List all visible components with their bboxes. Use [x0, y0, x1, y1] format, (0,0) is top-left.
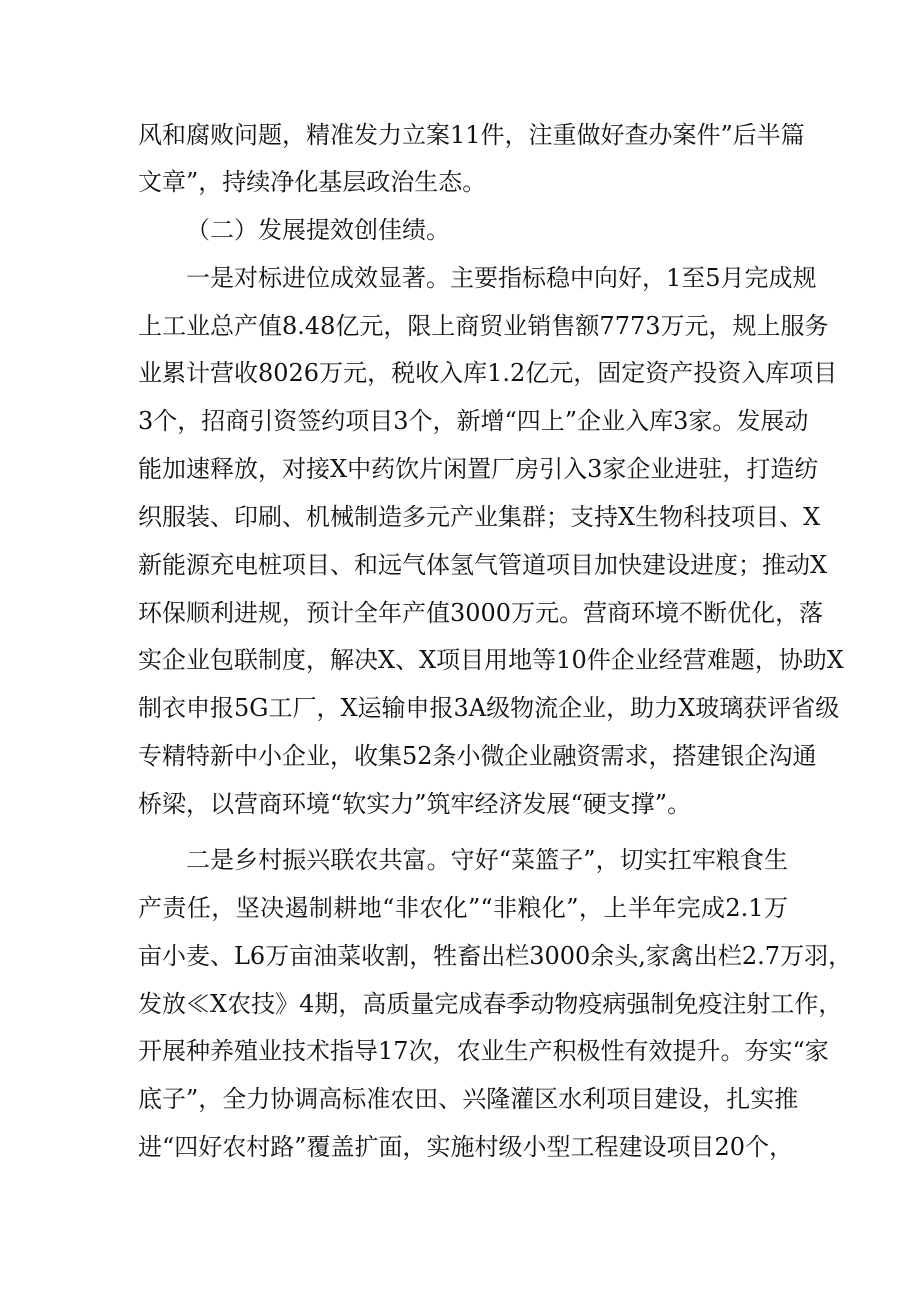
- text-line: 3个，招商引资签约项目3个，新增“四上”企业入库3家。发展动: [138, 407, 809, 435]
- text-line: 制衣申报5G工厂，X运输申报3A级物流企业，助力X玻璃获评省级: [138, 694, 840, 722]
- text-line: 开展种养殖业技术指导17次，农业生产积极性有效提升。夯实“家: [138, 1037, 829, 1065]
- text-line: 专精特新中小企业，收集52条小微企业融资需求，搭建银企沟通: [138, 742, 817, 770]
- text-line: 环保顺利进规，预计全年产值3000万元。营商环境不断优化，落: [138, 599, 824, 627]
- text-line: 织服装、印刷、机械制造多元产业集群；支持X生物科技项目、X: [138, 503, 821, 531]
- text-line: 桥梁，以营商环境“软实力”筑牢经济发展“硬支撑”。: [138, 790, 692, 818]
- text-line: 底子”，全力协调高标准农田、兴隆灌区水利项目建设，扎实推: [138, 1085, 799, 1113]
- text-line: 亩小麦、L6万亩油菜收割，牲畜出栏3000余头,家禽出栏2.7万羽，: [138, 942, 853, 970]
- text-line: 新能源充电桩项目、和远气体氢气管道项目加快建设进度；推动X: [138, 551, 828, 579]
- text-line: 进“四好农村路”覆盖扩面，实施村级小型工程建设项目20个，: [138, 1133, 794, 1161]
- text-line: 发放≪X农技》4期，高质量完成春季动物疫病强制免疫注射工作，: [138, 990, 843, 1018]
- paragraph-start-line: 一是对标进位成效显著。主要指标稳中向好，1至5月完成规: [186, 264, 817, 292]
- text-line: 风和腐败问题，精准发力立案11件，注重做好查办案件”后半篇: [138, 121, 805, 149]
- text-line: 实企业包联制度，解决X、X项目用地等10件企业经营难题，协助X: [138, 646, 844, 674]
- paragraph-start-line: 二是乡村振兴联农共富。守好“菜篮子”，切实扛牢粮食生: [186, 846, 788, 874]
- section-heading: （二）发展提效创佳绩。: [186, 216, 450, 244]
- text-line: 能加速释放，对接X中药饮片闲置厂房引入3家企业进驻，打造纺: [138, 455, 819, 483]
- text-line: 文章”，持续净化基层政治生态。: [138, 168, 487, 196]
- text-line: 业累计营收8026万元，税收入库1.2亿元，固定资产投资入库项目: [138, 359, 838, 387]
- text-line: 上工业总产值8.48亿元，限上商贸业销售额7773万元，规上服务: [138, 312, 829, 340]
- text-line: 产责任，坚决遏制耕地“非农化”“非粮化”，上半年完成2.1万: [138, 894, 788, 922]
